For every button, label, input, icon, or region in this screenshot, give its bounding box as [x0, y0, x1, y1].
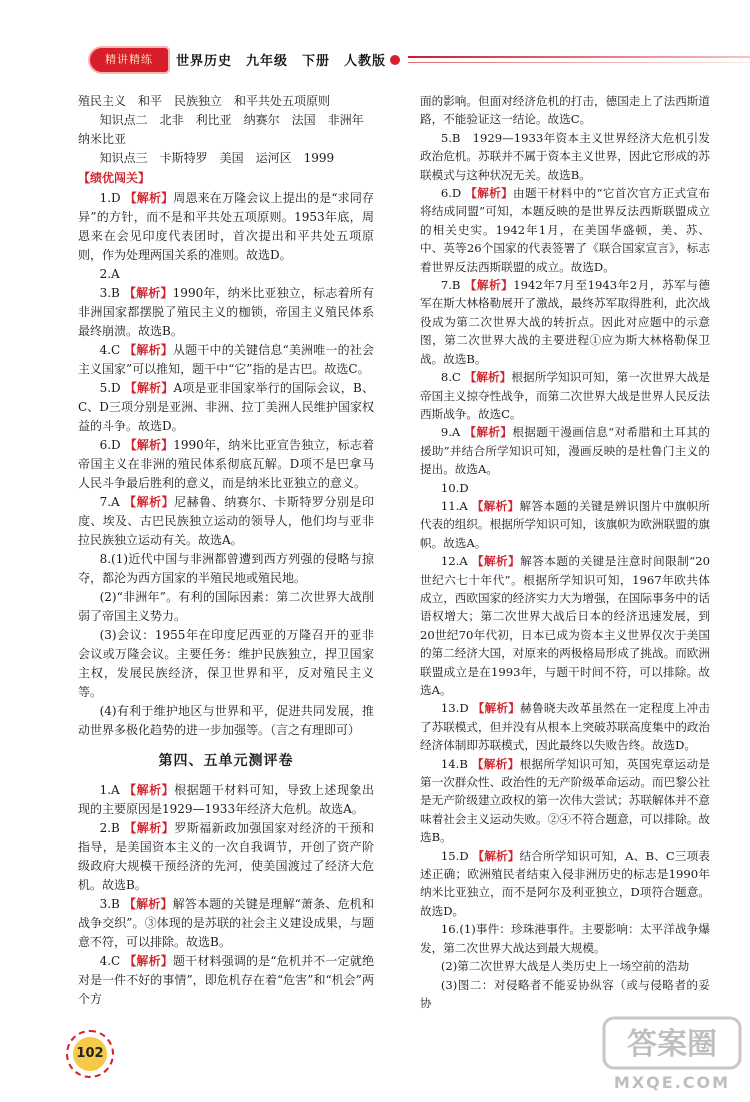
- header-divider-thin: [408, 62, 750, 63]
- answer-text: 【解析】解答本题的关键是理解“萧条、危机和战争交织”。③体现的是苏联的社会主义建设成果，与题意不符，可以排除。故选B。: [78, 897, 374, 949]
- analysis-tag: 【解析】: [124, 343, 173, 357]
- analysis-tag: 【解析】: [124, 954, 173, 968]
- answer-number: 8.C: [440, 370, 465, 385]
- book-title: 世界历史 九年级 下册 人教版: [176, 54, 387, 69]
- analysis-tag: 【解析】: [124, 495, 175, 509]
- answer-number: 4.C: [99, 954, 125, 968]
- answer-paragraph: [78, 189, 374, 265]
- answer-text: 【解析】根据题干漫画信息“对希腊和土耳其的援助”并结合所学知识可知，漫画反映的是杜鲁门主义的提出。故选A。: [420, 425, 710, 477]
- answer-paragraph: [420, 423, 710, 478]
- answer-paragraph: [78, 819, 374, 895]
- answer-text: 【解析】周恩来在万隆会议上提出的是“求同存异”的方针，而不是和平共处五项原则。1953年底，周恩来在会见印度代表团时，首次提出和平共处五项原则，作为处理两国关系的准则。故选D。: [78, 191, 374, 262]
- analysis-tag: 【解析】: [471, 554, 521, 569]
- answer-number: 3.B: [99, 286, 124, 300]
- answer-number: 2.B: [99, 821, 125, 835]
- answer-text: 【解析】题干材料强调的是“危机并不一定就绝对是一件不好的事情”，即危机存在着“危害”和“机会”两个方: [78, 954, 374, 1006]
- answer-paragraph: 知识点三 卡斯特罗 美国 运河区 1999: [99, 151, 335, 165]
- answer-paragraph: [78, 895, 374, 952]
- answer-paragraph: [420, 847, 710, 921]
- answer-text: 【解析】解答本题的关键是辨识图片中旗帜所代表的组织。根据所学知识可知，该旗帜为欧洲联盟的旗帜。故选A。: [420, 498, 710, 550]
- answer-paragraph: 殖民主义 和平 民族独立 和平共处五项原则: [78, 94, 331, 108]
- answer-paragraph: 10.D: [440, 480, 469, 495]
- page-number-badge: [66, 1030, 114, 1078]
- answer-text: 【解析】根据所学知识可知，第一次世界大战是帝国主义掠夺性战争，而第二次世界大战是世界人民反法西斯战争。故选C。: [420, 370, 710, 421]
- answer-text: 【解析】罗斯福新政加强国家对经济的干预和指导，是美国资本主义的一次自我调节，开创了资产阶级政府大规模干预经济的先河，使美国渡过了经济大危机。故选B。: [78, 821, 374, 892]
- answer-paragraph: (3)图二：对侵略者不能妥协纵容（或与侵略者的妥协: [420, 977, 710, 1010]
- answer-paragraph: [420, 497, 710, 552]
- answer-number: 6.D: [440, 186, 466, 201]
- analysis-tag: 【解析】: [472, 848, 520, 863]
- answer-paragraph: [78, 379, 374, 436]
- answer-paragraph: (3)会议：1955年在印度尼西亚的万隆召开的亚非会议或万隆会议。主要任务：维护民族独立，捍卫国家主权，发展民族经济，保卫世界和平，反对殖民主义等。: [78, 628, 374, 699]
- answer-text: 【解析】1990年，纳米比亚独立，标志着所有非洲国家都摆脱了殖民主义的枷锁，帝国主义殖民体系最终崩溃。故选B。: [78, 286, 374, 338]
- analysis-tag: 【解析】: [124, 783, 175, 797]
- answer-number: 6.D: [99, 438, 125, 452]
- answer-number: 7.A: [99, 495, 125, 509]
- answer-number: 1.A: [99, 783, 125, 797]
- answer-number: 14.B: [440, 756, 472, 771]
- answer-paragraph: 2.A: [99, 267, 120, 281]
- analysis-tag: 【解析】: [123, 286, 173, 300]
- answer-number: 9.A: [440, 425, 465, 440]
- answer-paragraph: 纳米比亚: [78, 132, 127, 146]
- answer-text: 【解析】由题干材料中的“它首次官方正式宣布将结成同盟”可知，本题反映的是世界反法西斯联盟成立的相关史实。1942年1月，在美国华盛顿，美、苏、中、英等26个国家的代表签署了《联合国家宣言》，标志着世界反法西斯联盟的成立。故选D。: [420, 186, 710, 274]
- answer-paragraph: [420, 184, 710, 276]
- analysis-tag: 【解析】: [472, 701, 521, 716]
- answer-number: 1.D: [99, 191, 125, 205]
- answer-paragraph: 8.(1)近代中国与非洲都曾遭到西方列强的侵略与掠夺，都沦为西方国家的半殖民地或殖民地。: [78, 552, 374, 585]
- analysis-tag: 【解析】: [471, 498, 520, 513]
- answer-text: 【解析】赫鲁晓夫改革虽然在一定程度上冲击了苏联模式，但并没有从根本上突破苏联高度集中的政治经济体制即苏联模式，因此最终以失败告终。故选D。: [420, 701, 710, 753]
- analysis-tag: 【解析】: [464, 370, 512, 385]
- answer-paragraph: 5.B 1929—1933年资本主义世界经济大危机引发政治危机。苏联并不属于资本主义世界，因此它形成的苏联模式与这种状况无关。故选B。: [420, 130, 710, 182]
- answer-text: 【解析】从题干中的关键信息“美洲唯一的社会主义国家”可以推知，题干中“它”指的是古巴。故选C。: [78, 343, 374, 376]
- answer-paragraph: 面的影响。但面对经济危机的打击，德国走上了法西斯道路，不能验证这一结论。故选C。: [420, 94, 710, 127]
- answer-paragraph: (2)“非洲年”。有利的国际因素：第二次世界大战削弱了帝国主义势力。: [78, 590, 374, 623]
- answer-paragraph: [420, 755, 710, 847]
- answer-text: 【解析】解答本题的关键是注意时间限制“20世纪六七十年代”。根据所学知识可知，1967年欧共体成立，西欧国家的经济实力大为增强，在国际事务中的话语权增大；第二次世界大战后日本的经济迅速发展，到20世纪70年代初，日本已成为资本主义世界仅次于美国的第二经济大国，对原来的两极格局形成了挑战。而欧洲联盟成立是在1993年，与题干时间不符，可以排除。故选A。: [420, 554, 710, 697]
- answer-paragraph: [420, 699, 710, 754]
- answer-text: 【解析】结合所学知识可知，A、B、C三项表述正确；欧洲殖民者结束入侵非洲历史的标志是1990年纳米比亚独立，而不是阿尔及利亚独立，D项符合题意。故选D。: [420, 848, 710, 918]
- answer-paragraph: [78, 952, 374, 1009]
- header-divider: [408, 56, 750, 58]
- answer-number: 4.C: [99, 343, 125, 357]
- answer-paragraph: (2)第二次世界大战是人类历史上一场空前的浩劫: [440, 959, 690, 974]
- answer-text: 【解析】尼赫鲁、纳赛尔、卡斯特罗分别是印度、埃及、古巴民族独立运动的领导人，他们均与亚非拉民族独立运动有关。故选A。: [78, 495, 374, 547]
- answer-paragraph: [78, 284, 374, 341]
- analysis-tag: 【解析】: [465, 186, 514, 201]
- answer-number: 15.D: [440, 848, 473, 863]
- watermark-text: 答案圈: [627, 1027, 717, 1062]
- watermark-url: MXQE.COM: [613, 1073, 731, 1092]
- analysis-tag: 【解析】: [464, 425, 513, 440]
- unit-title: 第四、五单元测评卷: [158, 753, 294, 769]
- answer-paragraph: [420, 276, 710, 368]
- section-heading: 【绩优闯关】: [78, 171, 151, 185]
- analysis-tag: 【解析】: [123, 897, 173, 911]
- watermark-logo: [600, 1012, 746, 1094]
- analysis-tag: 【解析】: [124, 438, 174, 452]
- page-number: 102: [73, 1037, 107, 1071]
- answer-text: 【解析】根据题干材料可知，导致上述现象出现的主要原因是1929—1933年经济大危机。故选A。: [78, 783, 374, 816]
- analysis-tag: 【解析】: [124, 381, 174, 395]
- answer-paragraph: 知识点二 北非 利比亚 纳赛尔 法国 非洲年: [99, 113, 376, 127]
- answer-paragraph: [78, 493, 374, 550]
- analysis-tag: 【解析】: [124, 821, 175, 835]
- answer-text: 【解析】1990年，纳米比亚宣告独立，标志着帝国主义在非洲的殖民体系彻底瓦解。D项不是巴拿马人民斗争最后胜利的意义，而是纳米比亚独立的意义。: [78, 438, 374, 490]
- answer-paragraph: [78, 436, 374, 493]
- answer-paragraph: [78, 781, 374, 819]
- answer-number: 5.D: [99, 381, 125, 395]
- answer-paragraph: [78, 341, 374, 379]
- answer-number: 3.B: [99, 897, 124, 911]
- analysis-tag: 【解析】: [464, 278, 514, 293]
- right-column: [420, 92, 710, 1012]
- answer-text: 【解析】1942年7月至1943年2月，苏军与德军在斯大林格勒展开了激战，最终苏军取得胜利，此次战役成为第二次世界大战的转折点。因此对应题中的示意图，第二次世界大战的主要进程①应为斯大林格勒保卫战。故选B。: [420, 278, 710, 366]
- answer-number: 11.A: [440, 498, 472, 513]
- answer-paragraph: (4)有利于维护地区与世界和平，促进共同发展，推动世界多极化趋势的进一步加强等。（言之有理即可）: [78, 704, 374, 737]
- brand-badge: 精讲精练: [90, 48, 168, 72]
- header-dot-icon: [390, 55, 400, 65]
- answer-paragraph: [420, 552, 710, 699]
- analysis-tag: 【解析】: [124, 191, 174, 205]
- answer-number: 13.D: [440, 701, 473, 716]
- answer-text: 【解析】根据所学知识可知，英国宪章运动是第一次群众性、政治性的无产阶级革命运动。而巴黎公社是无产阶级建立政权的第一次伟大尝试；苏联解体并不意味着社会主义运动失败。②④不符合题意，可以排除。故选B。: [420, 756, 710, 845]
- analysis-tag: 【解析】: [471, 756, 520, 771]
- answer-number: 12.A: [440, 554, 472, 569]
- answer-paragraph: [420, 368, 710, 423]
- left-column: [78, 92, 374, 1009]
- page-header: [90, 44, 750, 78]
- answer-text: 【解析】A项是亚非国家举行的国际会议，B、C、D三项分别是亚洲、非洲、拉丁美洲人民维护国家权益的斗争。故选D。: [78, 381, 374, 433]
- answer-number: 7.B: [440, 278, 465, 293]
- answer-paragraph: 16.(1)事件：珍珠港事件。主要影响：太平洋战争爆发，第二次世界大战达到最大规模。: [420, 922, 710, 955]
